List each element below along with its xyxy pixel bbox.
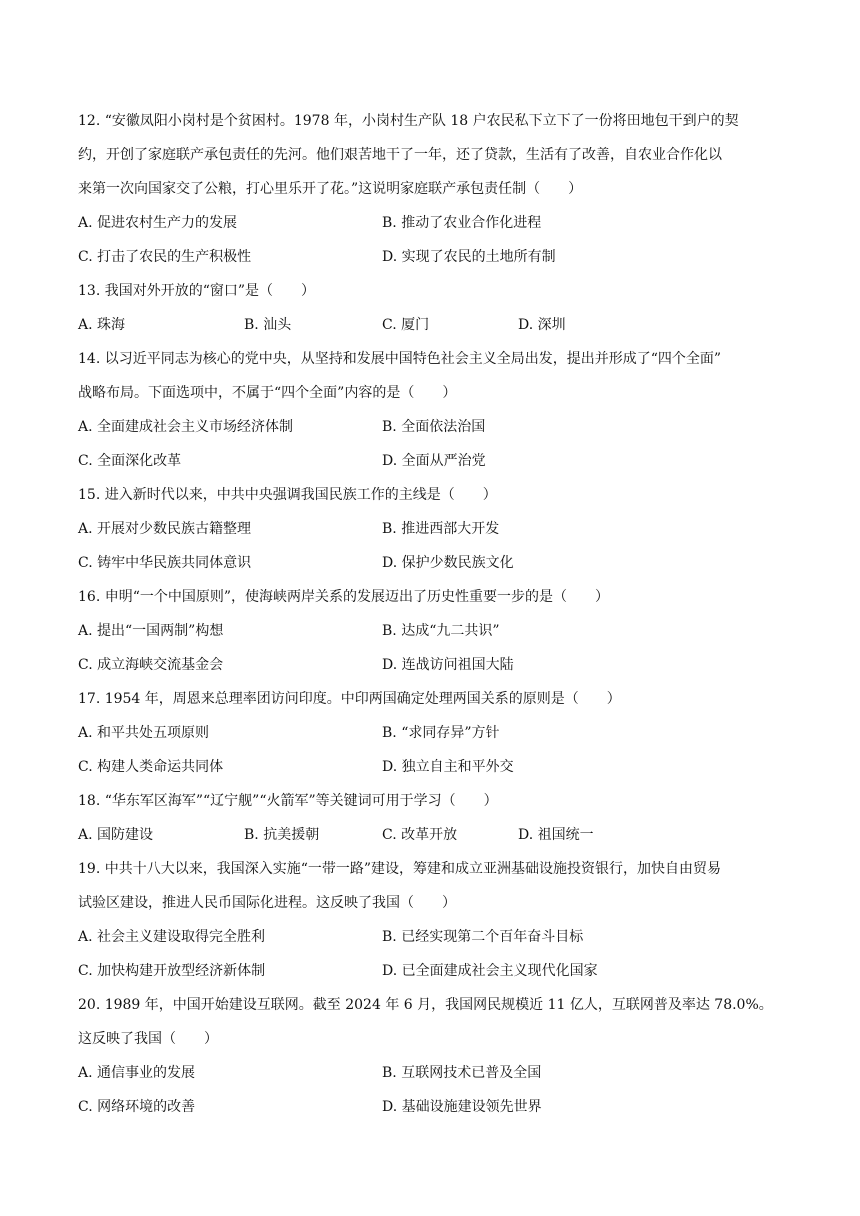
question-17-stem: 17. 1954 年，周恩来总理率团访问印度。中印两国确定处理两国关系的原则是（ ） xyxy=(78,691,621,707)
question-20-stem: 这反映了我国（ ） xyxy=(78,1031,218,1047)
option-a: A. 国防建设 xyxy=(78,827,154,843)
question-13-stem: 13. 我国对外开放的“窗口”是（ ） xyxy=(78,283,316,299)
option-d: D. 已全面建成社会主义现代化国家 xyxy=(382,963,598,979)
question-12-options-row-2 xyxy=(78,240,784,274)
option-d: D. 实现了农民的土地所有制 xyxy=(382,249,556,265)
question-17-options-row-1 xyxy=(78,716,784,750)
question-19-stem: 试验区建设，推进人民币国际化进程。这反映了我国（ ） xyxy=(78,895,456,911)
option-b: B. 推进西部大开发 xyxy=(382,521,500,537)
option-c: C. 全面深化改革 xyxy=(78,453,182,469)
question-20-options-row-1 xyxy=(78,1056,784,1090)
option-b: B. 已经实现第二个百年奋斗目标 xyxy=(382,929,584,945)
option-c: C. 打击了农民的生产积极性 xyxy=(78,249,252,265)
question-19-options-row-1 xyxy=(78,920,784,954)
option-c: C. 铸牢中华民族共同体意识 xyxy=(78,555,252,571)
question-16-stem: 16. 申明“一个中国原则”，使海峡两岸关系的发展迈出了历史性重要一步的是（ ） xyxy=(78,589,610,605)
question-18-options xyxy=(78,818,784,852)
option-d: D. 保护少数民族文化 xyxy=(382,555,514,571)
option-b: B. 全面依法治国 xyxy=(382,419,486,435)
option-b: B. 汕头 xyxy=(244,317,292,333)
option-d: D. 连战访问祖国大陆 xyxy=(382,657,514,673)
question-16-options-row-2 xyxy=(78,648,784,682)
option-a: A. 提出“一国两制”构想 xyxy=(78,623,224,639)
option-c: C. 成立海峡交流基金会 xyxy=(78,657,224,673)
question-16-options-row-1 xyxy=(78,614,784,648)
option-a: A. 通信事业的发展 xyxy=(78,1065,196,1081)
question-17-options-row-2 xyxy=(78,750,784,784)
question-14-options-row-2 xyxy=(78,444,784,478)
option-c: C. 构建人类命运共同体 xyxy=(78,759,224,775)
option-a: A. 珠海 xyxy=(78,317,126,333)
question-12-stem: 来第一次向国家交了公粮，打心里乐开了花。”这说明家庭联产承包责任制（ ） xyxy=(78,181,583,197)
question-13-options xyxy=(78,308,784,342)
question-19-stem: 19. 中共十八大以来，我国深入实施“一带一路”建设，筹建和成立亚洲基础设施投资银行，加快自由贸易 xyxy=(78,861,722,877)
option-d: D. 祖国统一 xyxy=(518,827,594,843)
option-a: A. 全面建成社会主义市场经济体制 xyxy=(78,419,294,435)
question-19-options-row-2 xyxy=(78,954,784,988)
option-a: A. 和平共处五项原则 xyxy=(78,725,210,741)
question-18-stem: 18. “华东军区海军”“辽宁舰”“火箭军”等关键词可用于学习（ ） xyxy=(78,793,498,809)
question-12-options-row-1 xyxy=(78,206,784,240)
option-b: B. 推动了农业合作化进程 xyxy=(382,215,542,231)
question-12-stem: 约，开创了家庭联产承包责任的先河。他们艰苦地干了一年，还了贷款，生活有了改善，自农业合作化以 xyxy=(78,147,722,163)
question-15-stem: 15. 进入新时代以来，中共中央强调我国民族工作的主线是（ ） xyxy=(78,487,497,503)
question-12-stem: 12. “安徽凤阳小岗村是个贫困村。1978 年，小岗村生产队 18 户农民私下立下了一份将田地包干到户的契 xyxy=(78,113,739,129)
question-14-stem: 14. 以习近平同志为核心的党中央，从坚持和发展中国特色社会主义全局出发，提出并形成了“四个全面” xyxy=(78,351,722,367)
option-c: C. 改革开放 xyxy=(382,827,458,843)
option-a: A. 促进农村生产力的发展 xyxy=(78,215,238,231)
option-c: C. 厦门 xyxy=(382,317,430,333)
question-14-options-row-1 xyxy=(78,410,784,444)
option-d: D. 独立自主和平外交 xyxy=(382,759,514,775)
question-20-options-row-2 xyxy=(78,1090,784,1124)
question-15-options-row-1 xyxy=(78,512,784,546)
option-b: B. “求同存异”方针 xyxy=(382,725,500,741)
question-14-stem: 战略布局。下面选项中，不属于“四个全面”内容的是（ ） xyxy=(78,385,457,401)
option-d: D. 基础设施建设领先世界 xyxy=(382,1099,542,1115)
option-a: A. 社会主义建设取得完全胜利 xyxy=(78,929,266,945)
question-sheet xyxy=(78,104,784,1124)
option-c: C. 加快构建开放型经济新体制 xyxy=(78,963,266,979)
option-d: D. 深圳 xyxy=(518,317,566,333)
option-b: B. 抗美援朝 xyxy=(244,827,320,843)
option-a: A. 开展对少数民族古籍整理 xyxy=(78,521,252,537)
question-20-stem: 20. 1989 年，中国开始建设互联网。截至 2024 年 6 月，我国网民规模近 11 亿人，互联网普及率达 78.0%。 xyxy=(78,997,773,1013)
question-15-options-row-2 xyxy=(78,546,784,580)
option-d: D. 全面从严治党 xyxy=(382,453,486,469)
option-b: B. 互联网技术已普及全国 xyxy=(382,1065,542,1081)
option-b: B. 达成“九二共识” xyxy=(382,623,500,639)
option-c: C. 网络环境的改善 xyxy=(78,1099,196,1115)
